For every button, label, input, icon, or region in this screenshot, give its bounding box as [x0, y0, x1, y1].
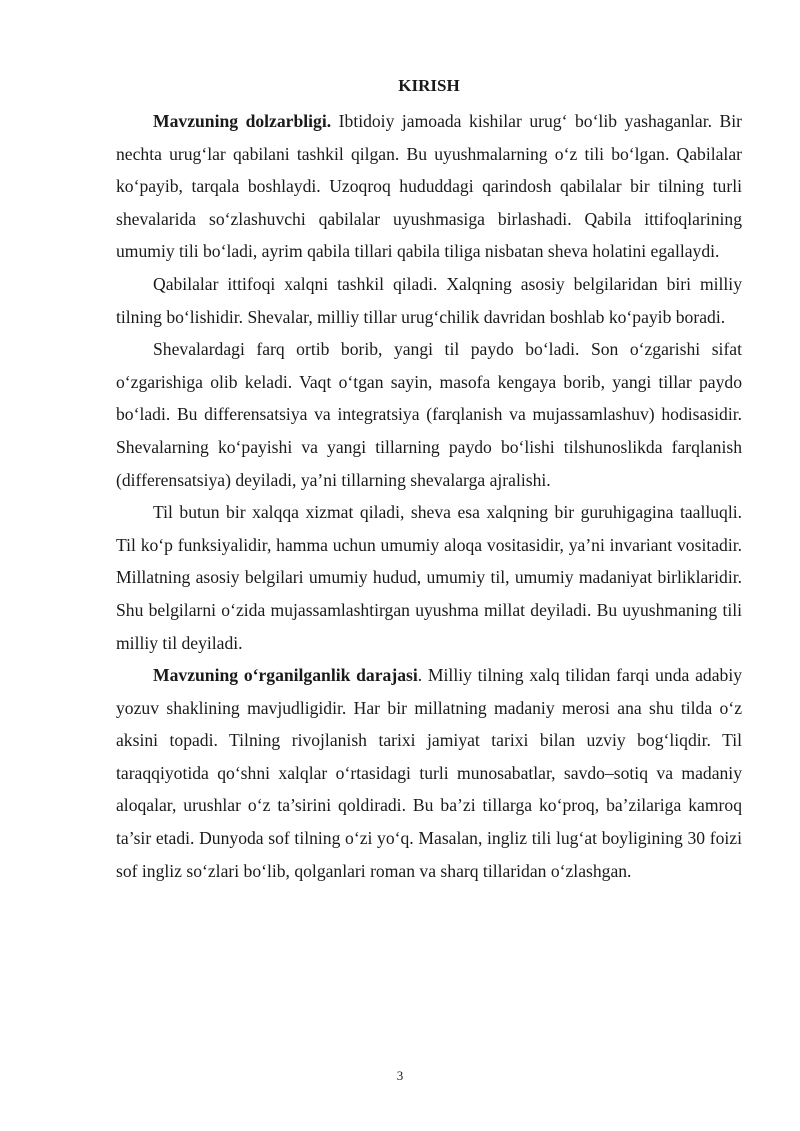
- paragraph-relevance: [116, 105, 742, 268]
- paragraph-language-nation: [116, 496, 742, 659]
- section-title: KIRISH: [398, 76, 460, 95]
- paragraph-text-study-degree: . Milliy tilning xalq tilidan farqi unda adabiy yozuv shaklining mavjudligidir. Har bir millatning madaniy merosi ana shu tilda o‘z aksini topadi. Tilning rivojlanish tarixi jamiyat tarixi bilan uzviy bog‘liqdir. Til taraqqiyotida qo‘shni xalqlar o‘rtasidagi turli munosabatlar, savdo–sotiq va madaniy aloqalar, urushlar o‘z ta’sirini qoldiradi. Bu ba’zi tillarga ko‘proq, ba’zilariga kamroq ta’sir etadi. Dunyoda sof tilning o‘zi yo‘q. Masalan, ingliz tili lug‘at boyligining 30 foizi sof ingliz so‘zlari bo‘lib, qolganlari roman va sharq tillaridan o‘zlashgan.: [116, 665, 743, 881]
- paragraph-tribal-union: [116, 268, 742, 333]
- paragraph-text-dialect-difference: Shevalardagi farq ortib borib, yangi til paydo bo‘ladi. Son o‘zgarishi sifat o‘zgarishiga olib keladi. Vaqt o‘tgan sayin, masofa kengaya borib, yangi tillar paydo bo‘ladi. Bu differensatsiya va integratsiya (farqlanish va mujassamlashuv) hodisasidir. Shevalarning ko‘payishi va yangi tillarning paydo bo‘lishi tilshunoslikda farqlanish (differensatsiya) deyiladi, ya’ni tillarning shevalarga ajralishi.: [116, 339, 742, 490]
- page-number: 3: [396, 1068, 404, 1083]
- paragraph-dialect-difference: [116, 333, 742, 496]
- paragraph-study-degree: [116, 659, 742, 887]
- paragraph-text-relevance: Ibtidoiy jamoada kishilar urug‘ bo‘lib yashaganlar. Bir nechta urug‘lar qabilani tashkil qilgan. Bu uyushmalarning o‘z tili bo‘lgan. Qabilalar ko‘payib, tarqala boshlaydi. Uzoqroq hududdagi qarindosh qabilalar bir tilning turli shevalarida so‘zlashuvchi qabilalar uyushmasiga birlashadi. Qabila ittifoqlarining umumiy tili bo‘ladi, ayrim qabila tillari qabila tiliga nisbatan sheva holatini egallaydi.: [116, 111, 742, 262]
- paragraph-text-tribal-union: Qabilalar ittifoqi xalqni tashkil qiladi. Xalqning asosiy belgilaridan biri milliy tilning bo‘lishidir. Shevalar, milliy tillar urug‘chilik davridan boshlab ko‘payib boradi.: [116, 273, 742, 327]
- paragraph-lead-relevance: Mavzuning dolzarbligi.: [153, 111, 332, 131]
- document-page: [116, 74, 742, 887]
- paragraph-text-language-nation: Til butun bir xalqqa xizmat qiladi, sheva esa xalqning bir guruhigagina taalluqli. Til ko‘p funksiyalidir, hamma uchun umumiy aloqa vositasidir, ya’ni invariant vositadir. Millatning asosiy belgilari umumiy hudud, umumiy til, umumiy madaniyat birliklaridir. Shu belgilarni o‘zida mujassamlashtirgan uyushma millat deyiladi. Bu uyushmaning tili milliy til deyiladi.: [116, 502, 742, 653]
- paragraph-lead-study-degree: Mavzuning o‘rganilganlik darajasi: [153, 665, 418, 686]
